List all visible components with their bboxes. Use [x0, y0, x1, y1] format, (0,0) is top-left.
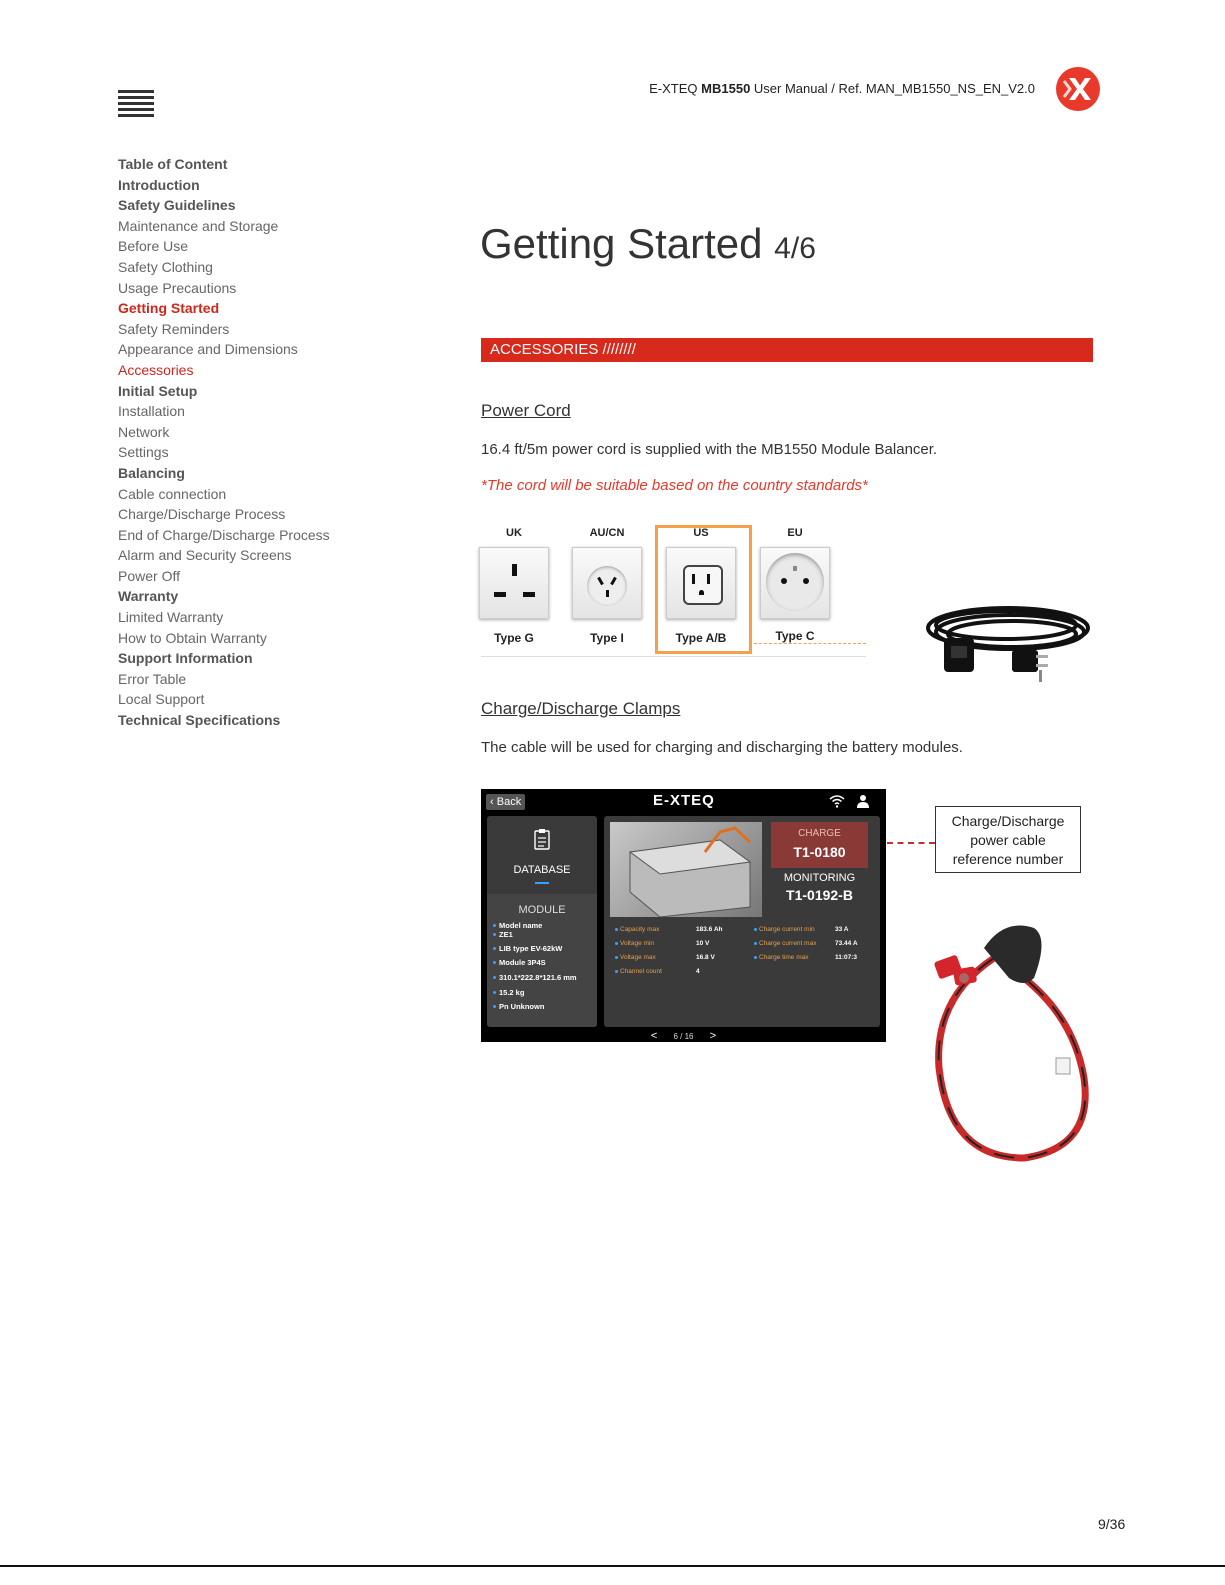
clamp-cable-image-icon [924, 918, 1099, 1170]
toc-item[interactable]: Balancing [118, 464, 185, 481]
toc-item[interactable]: Support Information [118, 650, 253, 667]
screen-module-panel [487, 894, 597, 1027]
power-cord-note: *The cord will be suitable based on the country standards* [481, 477, 868, 494]
toc-item[interactable]: Charge/Discharge Process [118, 506, 286, 523]
toc-item[interactable]: Initial Setup [118, 382, 198, 399]
screen-database-underline [535, 882, 549, 884]
spec-value: 4 [696, 968, 700, 975]
spec-key: Charge current min [759, 926, 815, 933]
us-socket-highlight [655, 525, 752, 654]
toc-item[interactable]: Settings [118, 444, 169, 461]
socket-country: AU/CN [589, 527, 625, 539]
socket-eu-icon [760, 547, 830, 619]
module-item: ZE1 [499, 930, 513, 939]
toc-item[interactable]: Safety Clothing [118, 258, 213, 275]
module-item: Module 3P4S [499, 958, 546, 967]
toc-item[interactable]: Safety Guidelines [118, 197, 236, 214]
toc-item[interactable]: Introduction [118, 176, 200, 193]
socket-country: EU [787, 527, 803, 539]
screen-brand-logo: E-XTEQ [653, 792, 715, 809]
screen-charge-label: CHARGE [798, 828, 841, 839]
toc-item[interactable]: Table of Content [118, 156, 228, 172]
toc-item[interactable]: Cable connection [118, 485, 227, 502]
socket-uk [469, 527, 559, 645]
socket-divider [481, 656, 866, 657]
screen-monitoring-label: MONITORING [783, 872, 856, 884]
spec-value: 183.6 Ah [696, 926, 723, 933]
toc-item[interactable]: Error Table [118, 670, 187, 687]
toc-item[interactable]: How to Obtain Warranty [118, 629, 267, 646]
callout-line-2: power cable [970, 832, 1046, 848]
clamps-heading: Charge/Discharge Clamps [481, 699, 681, 718]
toc-item[interactable]: Getting Started [118, 300, 220, 317]
header-reference: User Manual / Ref. MAN_MB1550_NS_EN_V2.0 [753, 81, 1035, 96]
module-item: 15.2 kg [499, 988, 525, 997]
screen-back-button: ‹ Back [486, 794, 525, 810]
spec-value: 11:07:3 [835, 954, 858, 961]
page-title-part: 4/6 [774, 232, 816, 265]
module-item: Pn Unknown [499, 1002, 545, 1011]
screen-charge-box [771, 822, 868, 868]
socket-type: Type A/B [675, 631, 727, 645]
module-item: LIB type EV-62kW [499, 944, 563, 953]
screen-module-title: MODULE [518, 904, 566, 916]
bottom-rule [0, 1565, 1225, 1567]
toc-item[interactable]: Accessories [118, 361, 194, 378]
toc-item[interactable]: End of Charge/Discharge Process [118, 526, 330, 543]
toc-item[interactable]: Local Support [118, 691, 205, 708]
spec-key: Charge time max [759, 954, 809, 961]
spec-key: Voltage min [620, 940, 654, 947]
header-model: MB1550 [701, 81, 751, 96]
highlight-connector-line [749, 643, 866, 644]
power-cord-image-icon [924, 598, 1096, 688]
socket-country: UK [506, 527, 522, 539]
screen-topbar [481, 789, 886, 813]
page-number: 9/36 [1098, 1516, 1126, 1532]
toc-item[interactable]: Usage Precautions [118, 279, 237, 296]
callout-line-1: Charge/Discharge [951, 813, 1065, 829]
screen-back-label: Back [496, 796, 522, 808]
spec-value: 10 V [696, 940, 710, 947]
toc-item[interactable]: Before Use [118, 238, 189, 255]
wifi-icon [829, 795, 845, 808]
spec-value: 73.44 A [835, 940, 858, 947]
toc-item[interactable]: Technical Specifications [118, 712, 281, 729]
screen-detail-panel [604, 816, 880, 1027]
brand-logo-icon [1056, 67, 1100, 111]
device-screen-screenshot [481, 789, 886, 1042]
spec-key: Capacity max [620, 926, 660, 933]
socket-type: Type C [775, 629, 815, 643]
screen-charge-value: T1-0180 [793, 844, 846, 860]
page-title [480, 220, 816, 268]
socket-eu [750, 527, 840, 643]
toc-item[interactable]: Warranty [118, 588, 179, 605]
spec-key: Channel count [620, 968, 662, 975]
screen-monitoring-value: T1-0192-B [786, 887, 853, 903]
toc-item[interactable]: Alarm and Security Screens [118, 547, 292, 564]
spec-value: 16.8 V [696, 954, 715, 961]
page-title-main: Getting Started [480, 220, 763, 267]
user-icon [857, 794, 869, 808]
module-item: Model name [499, 921, 543, 930]
callout-connector-line [887, 842, 935, 844]
clamps-text: The cable will be used for charging and discharging the battery modules. [481, 739, 963, 756]
screen-database-panel [487, 816, 597, 1027]
toc-item[interactable]: Appearance and Dimensions [118, 341, 298, 358]
module-item: 310.1*222.8*121.6 mm [499, 973, 577, 982]
socket-au-cn-icon [572, 547, 642, 619]
toc-item[interactable]: Network [118, 423, 170, 440]
spec-key: Charge current max [759, 940, 817, 947]
power-cord-heading: Power Cord [481, 401, 571, 420]
header-brand: E-XTEQ [649, 81, 698, 96]
spec-value: 33 A [835, 926, 849, 933]
table-of-contents [118, 154, 418, 731]
screen-pager-label: 6 / 16 [673, 1032, 694, 1041]
socket-au-cn [562, 527, 652, 645]
socket-type: Type I [590, 631, 624, 645]
toc-item[interactable]: Limited Warranty [118, 609, 224, 626]
socket-type: Type G [494, 631, 534, 645]
toc-item[interactable]: Installation [118, 403, 185, 420]
socket-country: US [693, 527, 709, 539]
battery-module-image [610, 822, 762, 917]
chevron-left-icon: < [650, 1030, 658, 1042]
document-header [649, 81, 1035, 96]
socket-uk-icon [479, 547, 549, 619]
callout-line-3: reference number [952, 851, 1064, 867]
power-cord-text: 16.4 ft/5m power cord is supplied with the MB1550 Module Balancer. [481, 441, 938, 458]
toc-item[interactable]: Power Off [118, 567, 180, 584]
chevron-right-icon: > [709, 1030, 717, 1042]
screen-pager [481, 1030, 886, 1042]
toc-item[interactable]: Maintenance and Storage [118, 217, 279, 234]
cable-reference-callout [935, 806, 1081, 873]
menu-icon[interactable] [118, 90, 154, 116]
toc-item[interactable]: Safety Reminders [118, 320, 230, 337]
clipboard-icon [534, 828, 550, 850]
section-banner: ACCESSORIES //////// [481, 338, 1093, 362]
screen-database-label: DATABASE [513, 864, 571, 876]
spec-key: Voltage max [620, 954, 656, 961]
